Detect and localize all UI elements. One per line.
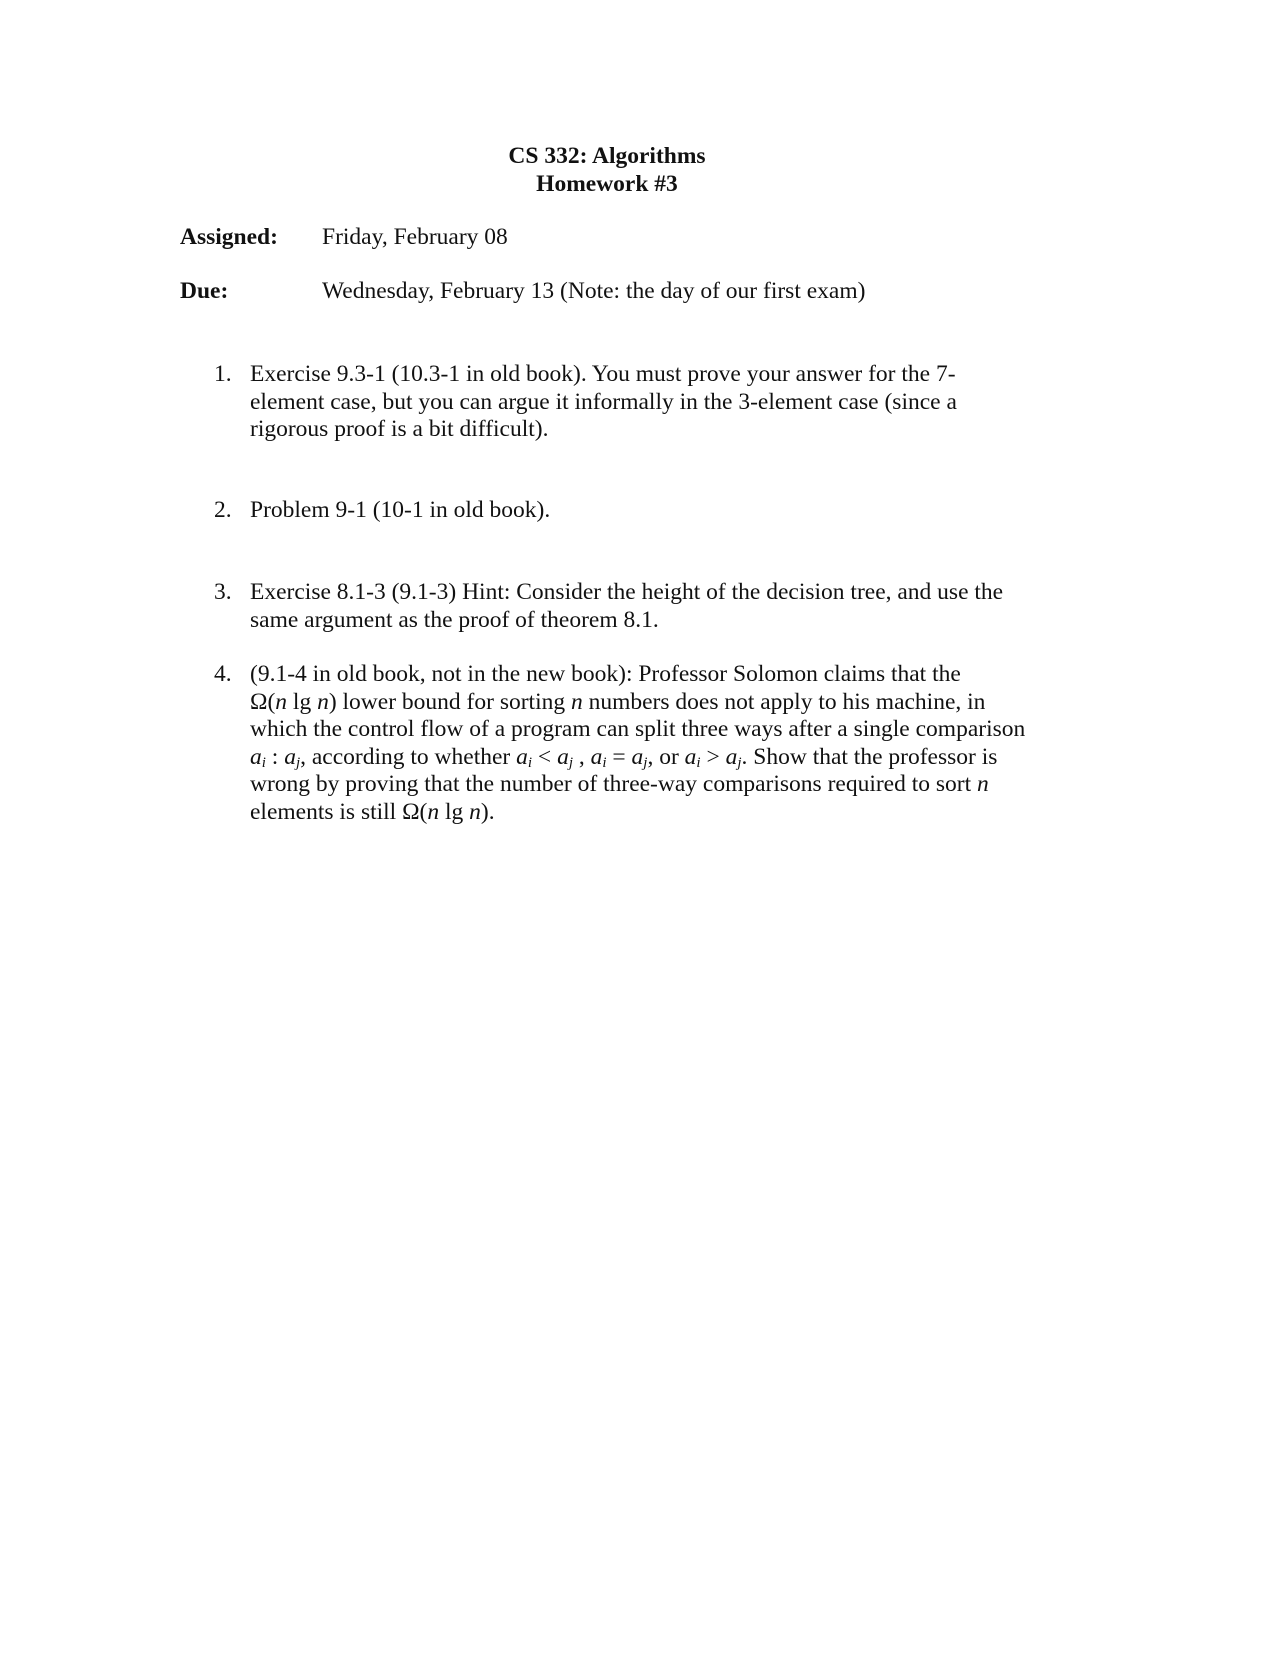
text: elements is still <box>250 798 403 825</box>
sub-i: i <box>602 754 607 771</box>
var-n: n <box>317 688 329 715</box>
text: . Show that the professor is <box>741 743 998 770</box>
problem-number: 2. <box>214 497 232 523</box>
due-value: Wednesday, February 13 (Note: the day of our first exam) <box>322 278 866 304</box>
course-title: CS 332: Algorithms <box>508 143 706 169</box>
text: , or <box>647 743 685 770</box>
var-a: a <box>250 743 262 770</box>
var-a: a <box>590 743 603 770</box>
due-label: Due: <box>180 278 229 304</box>
text-line <box>250 799 1025 827</box>
var-n: n <box>570 688 583 715</box>
problem-number: 4. <box>214 661 232 687</box>
text-line: same argument as the proof of theorem 8.1. <box>250 606 659 633</box>
sub-j: j <box>568 754 573 771</box>
problem-4-text <box>250 661 1025 827</box>
text-line: Exercise 9.3-1 (10.3-1 in old book). You must prove your answer for the 7- <box>250 361 956 387</box>
var-a: a <box>284 743 296 770</box>
text-line: which the control flow of a program can split three ways after a single comparison <box>250 716 1026 743</box>
sub-j: j <box>737 754 742 771</box>
text-line: Exercise 8.1-3 (9.1-3) Hint: Consider the height of the decision tree, and use the <box>250 579 1004 605</box>
text: numbers does not apply to his machine, in <box>582 688 986 715</box>
text-line: Problem 9-1 (10-1 in old book). <box>250 497 551 523</box>
text: > <box>700 743 726 770</box>
text: , <box>572 743 591 770</box>
problem-number: 1. <box>214 361 232 387</box>
var-n: n <box>427 798 440 825</box>
var-a: a <box>725 743 738 770</box>
sub-i: i <box>527 754 533 771</box>
omega: Ω( <box>250 688 276 715</box>
text: , according to whether <box>300 743 517 770</box>
paren: ) <box>328 688 337 715</box>
text-line: (9.1-4 in old book, not in the new book): Professor Solomon claims that the <box>250 661 961 687</box>
problem-2-text <box>250 497 550 525</box>
text: wrong by proving that the number of three-way comparisons required to sort <box>250 771 978 798</box>
text-line: element case, but you can argue it informally in the 3-element case (since a <box>250 388 957 415</box>
text: : <box>265 743 285 770</box>
var-a: a <box>516 743 528 770</box>
var-n: n <box>977 771 989 798</box>
text: lower bound for sorting <box>336 688 571 715</box>
assigned-value: Friday, February 08 <box>322 224 508 250</box>
text: < <box>532 743 558 770</box>
problem-3-text <box>250 579 1003 634</box>
omega: Ω( <box>402 798 428 825</box>
text-line <box>250 744 1025 772</box>
sub-j: j <box>295 754 301 771</box>
text-line <box>250 771 1025 799</box>
text-line: rigorous proof is a bit difficult). <box>250 416 549 443</box>
var-n: n <box>275 688 288 715</box>
text-line <box>250 689 1025 717</box>
problem-1-text <box>250 361 957 444</box>
lg: lg <box>287 688 318 715</box>
var-a: a <box>557 743 569 770</box>
sub-i: i <box>261 754 266 771</box>
sub-j: j <box>643 754 648 771</box>
problem-number: 3. <box>214 579 232 605</box>
lg: lg <box>439 798 470 825</box>
var-a: a <box>631 743 644 770</box>
assigned-label: Assigned: <box>180 224 278 250</box>
text: = <box>606 743 632 770</box>
var-n: n <box>469 798 481 825</box>
text: ). <box>480 798 495 825</box>
assignment-title: Homework #3 <box>536 171 678 197</box>
var-a: a <box>684 743 697 770</box>
sub-i: i <box>696 754 701 771</box>
